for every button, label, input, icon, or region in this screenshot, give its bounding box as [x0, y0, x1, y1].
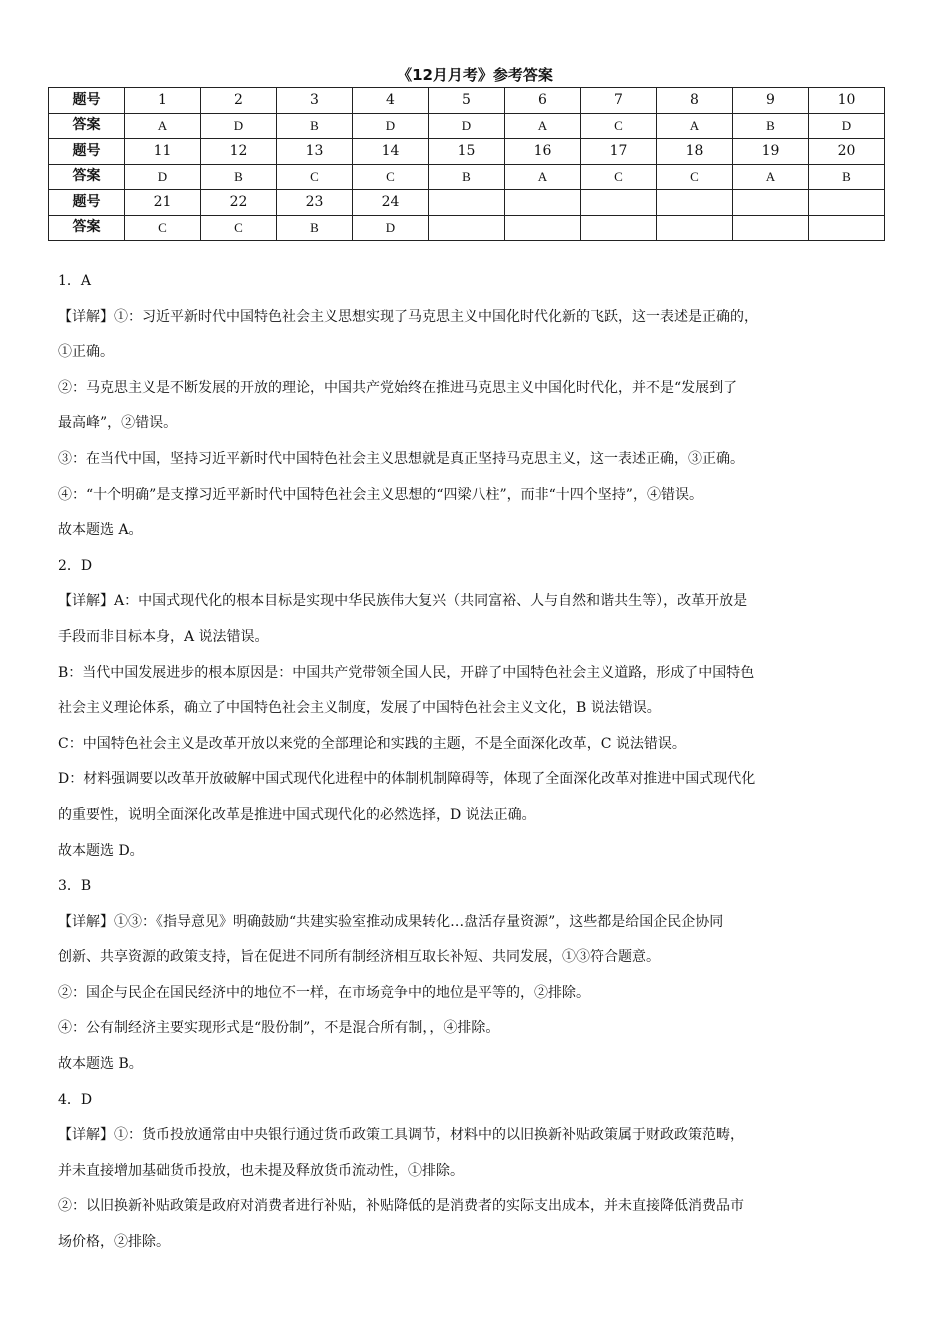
text-line: 【详解】①：货币投放通常由中央银行通过货币政策工具调节，材料中的以旧换新补贴政策属于财政政策范畴，	[58, 1127, 744, 1144]
text-line: ③：在当代中国，坚持习近平新时代中国特色社会主义思想就是真正坚持马克思主义，这一表述正确，③正确。	[58, 450, 744, 467]
question-number-cell: 14	[353, 139, 429, 165]
answer-cell: A	[505, 164, 581, 190]
question-number-cell: 20	[809, 139, 885, 165]
text-line: 1．A	[58, 273, 92, 289]
question-number-cell: 19	[733, 139, 809, 165]
answer-cell: C	[657, 164, 733, 190]
question-number-cell: 3	[277, 88, 353, 114]
text-line: 故本题选 D。	[58, 842, 144, 859]
answer-cell: B	[809, 164, 885, 190]
answer-cell: B	[429, 164, 505, 190]
answer-cell	[429, 215, 505, 241]
question-number-cell: 2	[201, 88, 277, 114]
answer-cell: B	[201, 164, 277, 190]
question-number-cell: 8	[657, 88, 733, 114]
question-number-cell: 17	[581, 139, 657, 165]
answer-row	[49, 164, 885, 190]
row-label-question: 题号	[49, 88, 125, 114]
question-number-cell: 6	[505, 88, 581, 114]
answer-cell: A	[125, 113, 201, 139]
text-line: 2．D	[58, 557, 93, 574]
answer-cell: D	[809, 113, 885, 139]
answer-cell: C	[125, 215, 201, 241]
text-line: ④：“十个明确”是支撑习近平新时代中国特色社会主义思想的“四梁八柱”，而非“十四个坚持”，④错误。	[58, 486, 703, 503]
question-number-cell: 21	[125, 190, 201, 216]
question-number-cell	[733, 190, 809, 216]
question-number-cell: 7	[581, 88, 657, 114]
text-line: ②：以旧换新补贴政策是政府对消费者进行补贴，补贴降低的是消费者的实际支出成本，并未直接降低消费品市	[58, 1198, 744, 1215]
answer-cell: D	[125, 164, 201, 190]
row-label-answer: 答案	[49, 164, 125, 190]
answer-cell	[809, 215, 885, 241]
text-line: 手段而非目标本身，A 说法错误。	[58, 628, 269, 645]
question-number-cell: 12	[201, 139, 277, 165]
text-line: 【详解】A：中国式现代化的根本目标是实现中华民族伟大复兴（共同富裕、人与自然和谐共生等），改革开放是	[58, 593, 748, 610]
answer-cell: C	[581, 113, 657, 139]
answer-cell: C	[353, 164, 429, 190]
text-line: 4．D	[58, 1091, 93, 1108]
question-number-cell: 22	[201, 190, 277, 216]
question-number-cell	[429, 190, 505, 216]
answer-cell: A	[505, 113, 581, 139]
answer-cell: A	[657, 113, 733, 139]
question-number-cell: 13	[277, 139, 353, 165]
text-line: 创新、共享资源的政策支持，旨在促进不同所有制经济相互取长补短、共同发展，①③符合题意。	[58, 949, 660, 966]
question-number-cell: 5	[429, 88, 505, 114]
question-number-cell	[581, 190, 657, 216]
question-number-cell: 4	[353, 88, 429, 114]
answer-cell: D	[201, 113, 277, 139]
row-label-answer: 答案	[49, 215, 125, 241]
row-label-question: 题号	[49, 190, 125, 216]
document-title: 《12月月考》参考答案	[397, 66, 553, 84]
answer-cell: A	[733, 164, 809, 190]
answer-row	[49, 215, 885, 241]
question-number-cell: 23	[277, 190, 353, 216]
answer-cell: C	[277, 164, 353, 190]
answer-cell	[733, 215, 809, 241]
text-line: 场价格，②排除。	[58, 1234, 170, 1251]
question-number-cell: 16	[505, 139, 581, 165]
answer-cell	[505, 215, 581, 241]
answer-cell: C	[581, 164, 657, 190]
question-number-row	[49, 88, 885, 114]
text-line: ①正确。	[58, 344, 114, 361]
text-line: D：材料强调要以改革开放破解中国式现代化进程中的体制机制障碍等，体现了全面深化改革对推进中国式现代化	[58, 771, 756, 788]
question-number-row	[49, 190, 885, 216]
answer-table	[48, 87, 885, 241]
text-line: 最高峰”，②错误。	[58, 415, 178, 432]
text-line: 3．B	[58, 878, 92, 895]
answer-cell: B	[733, 113, 809, 139]
text-line: 的重要性，说明全面深化改革是推进中国式现代化的必然选择，D 说法正确。	[58, 806, 536, 823]
text-line: 并未直接增加基础货币投放，也未提及释放货币流动性，①排除。	[58, 1162, 464, 1179]
explanation-text	[58, 264, 898, 1261]
text-line: ②：马克思主义是不断发展的开放的理论，中国共产党始终在推进马克思主义中国化时代化，并不是“发展到了	[58, 379, 738, 396]
answer-cell: D	[429, 113, 505, 139]
question-number-cell: 11	[125, 139, 201, 165]
answer-row	[49, 113, 885, 139]
text-line: 故本题选 B。	[58, 1056, 143, 1073]
question-number-cell: 9	[733, 88, 809, 114]
text-line: ④：公有制经济主要实现形式是“股份制”，不是混合所有制，，④排除。	[58, 1020, 500, 1037]
question-number-cell	[809, 190, 885, 216]
question-number-cell: 10	[809, 88, 885, 114]
text-line: B：当代中国发展进步的根本原因是：中国共产党带领全国人民，开辟了中国特色社会主义道路，形成了中国特色	[58, 664, 755, 681]
text-line: C：中国特色社会主义是改革开放以来党的全部理论和实践的主题，不是全面深化改革，C 说法错误。	[58, 735, 686, 752]
question-number-row	[49, 139, 885, 165]
answer-cell: B	[277, 215, 353, 241]
text-line: 社会主义理论体系，确立了中国特色社会主义制度，发展了中国特色社会主义文化，B 说法错误。	[58, 700, 661, 717]
question-number-cell: 1	[125, 88, 201, 114]
answer-cell: D	[353, 113, 429, 139]
answer-cell	[657, 215, 733, 241]
answer-cell: D	[353, 215, 429, 241]
text-line: 【详解】①③：《指导意见》明确鼓励“共建实验室推动成果转化…盘活存量资源”，这些都是给国企民企协同	[58, 913, 724, 930]
question-number-cell	[505, 190, 581, 216]
text-line: 【详解】①：习近平新时代中国特色社会主义思想实现了马克思主义中国化时代化新的飞跃，这一表述是正确的，	[58, 308, 758, 325]
row-label-answer: 答案	[49, 113, 125, 139]
question-number-cell: 24	[353, 190, 429, 216]
row-label-question: 题号	[49, 139, 125, 165]
answer-cell: C	[201, 215, 277, 241]
question-number-cell: 15	[429, 139, 505, 165]
answer-cell	[581, 215, 657, 241]
question-number-cell: 18	[657, 139, 733, 165]
text-line: 故本题选 A。	[58, 522, 143, 539]
text-line: ②：国企与民企在国民经济中的地位不一样，在市场竞争中的地位是平等的，②排除。	[58, 984, 590, 1001]
answer-cell: B	[277, 113, 353, 139]
question-number-cell	[657, 190, 733, 216]
